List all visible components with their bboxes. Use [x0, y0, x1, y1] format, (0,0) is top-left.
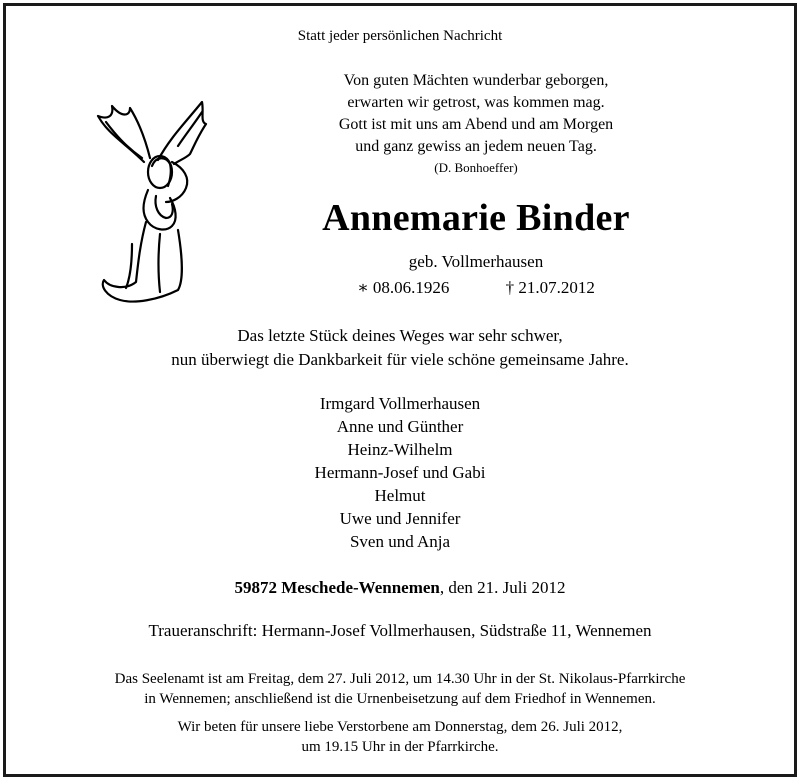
- mourner-name: Heinz-Wilhelm: [347, 440, 453, 459]
- prayer-info: [6, 717, 794, 757]
- service-info: [6, 669, 794, 709]
- place-city: 59872 Meschede-Wennemen: [234, 578, 440, 597]
- mourning-address: Traueranschrift: Hermann-Josef Vollmerhausen, Südstraße 11, Wennemen: [148, 621, 652, 640]
- place-date-text: , den 21. Juli 2012: [439, 578, 566, 597]
- mourner-name: Hermann-Josef und Gabi: [314, 463, 486, 482]
- poem-line: erwarten wir getrost, was kommen mag.: [347, 94, 605, 111]
- mourner-name: Irmgard Vollmerhausen: [319, 394, 481, 413]
- mourner-name: Helmut: [374, 486, 426, 505]
- verse-line: Das letzte Stück deines Weges war sehr schwer,: [237, 326, 563, 345]
- life-dates: [236, 278, 716, 298]
- service-line: in Wennemen; anschließend ist die Urnenbeisetzung auf dem Friedhof in Wennemen.: [144, 691, 656, 707]
- poem-line: Von guten Mächten wunderbar geborgen,: [343, 72, 609, 89]
- place-date: [6, 578, 794, 598]
- mourners-list: [6, 392, 794, 553]
- poem-author: (D. Bonhoeffer): [434, 160, 518, 175]
- mourner-name: Uwe und Jennifer: [339, 509, 461, 528]
- mourner-name: Anne und Günther: [336, 417, 464, 436]
- poem-line: und ganz gewiss an jedem neuen Tag.: [355, 138, 597, 155]
- death-date: † 21.07.2012: [505, 278, 595, 297]
- intro-text: Statt jeder persönlichen Nachricht: [297, 28, 503, 44]
- poem: [236, 70, 716, 178]
- prayer-line: um 19.15 Uhr in der Pfarrkirche.: [301, 739, 499, 755]
- angel-icon: [86, 94, 226, 319]
- birth-date: ∗ 08.06.1926: [357, 278, 450, 297]
- deceased-name: Annemarie Binder: [322, 197, 630, 239]
- service-line: Das Seelenamt ist am Freitag, dem 27. Juli 2012, um 14.30 Uhr in der St. Nikolaus-Pfarrkirche: [114, 671, 686, 687]
- poem-line: Gott ist mit uns am Abend und am Morgen: [338, 116, 614, 133]
- obituary-notice: [3, 3, 797, 777]
- mourner-name: Sven und Anja: [349, 532, 451, 551]
- memorial-verse: [6, 324, 794, 372]
- prayer-line: Wir beten für unsere liebe Verstorbene am Donnerstag, dem 26. Juli 2012,: [177, 719, 623, 735]
- verse-line: nun überwiegt die Dankbarkeit für viele schöne gemeinsame Jahre.: [171, 350, 629, 369]
- maiden-name: geb. Vollmerhausen: [408, 252, 544, 271]
